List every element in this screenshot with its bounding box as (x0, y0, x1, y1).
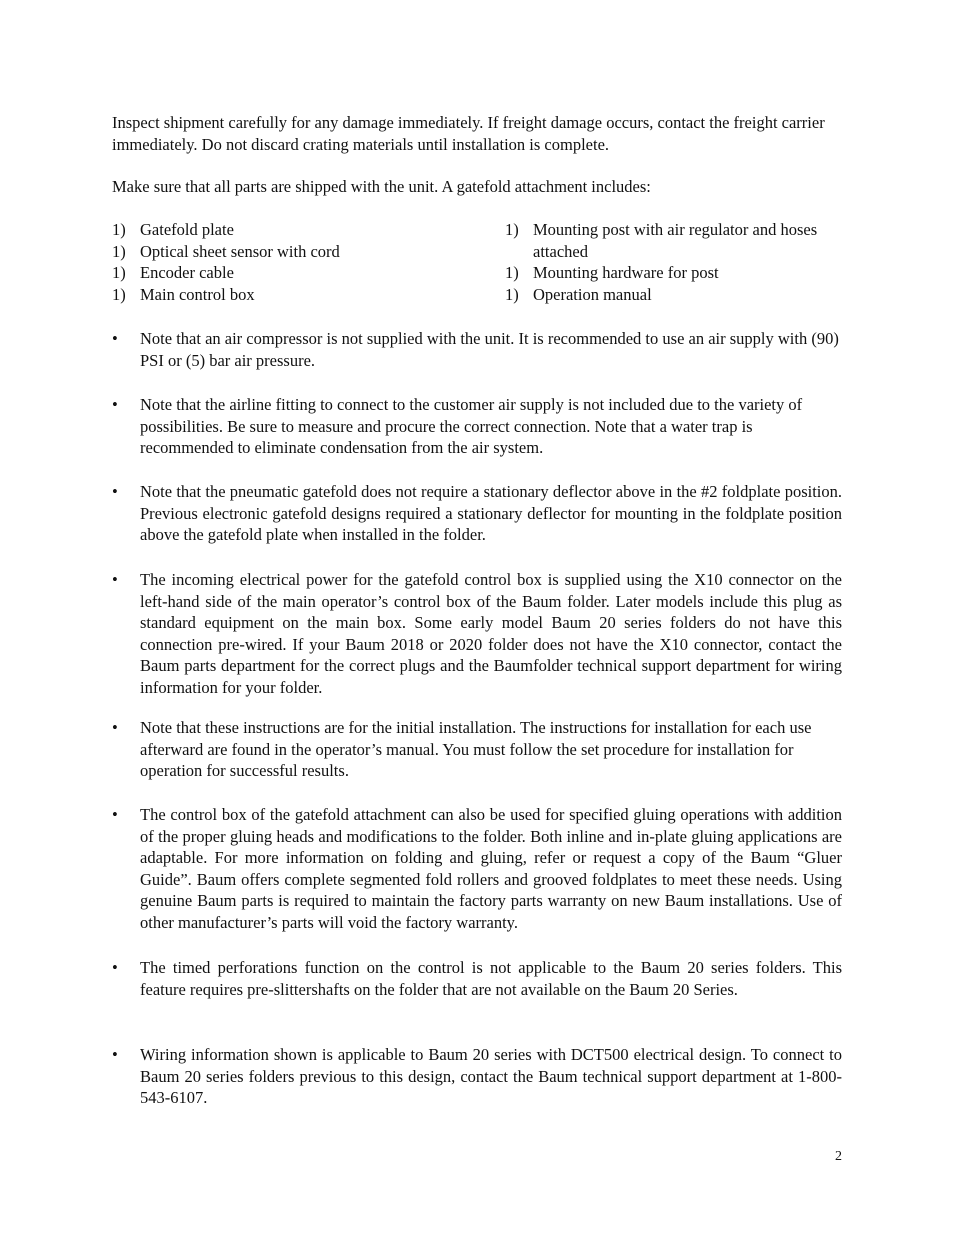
part-item: 1) Gatefold plate (112, 220, 234, 239)
bullet-icon: • (112, 958, 118, 977)
parts-list-left (112, 219, 482, 305)
note-wiring (112, 1044, 842, 1109)
note-text: The incoming electrical power for the gatefold control box is supplied using the X10 connector on the left-hand side of the main operator’s control box of the Baum folder. Later models include this plug as standard equipment on the main box. Some early model Baum 20 series folders do not have this connection pre-wired. If your Baum 2018 or 2020 folder does not have the X10 connector, contact the Baum parts department for the correct plugs and the Baumfolder technical support department for wiring information for your folder. (140, 570, 842, 697)
note-timed-perforations (112, 957, 842, 1000)
note-text: Note that the pneumatic gatefold does not require a stationary deflector above in the #2 foldplate position. Previous electronic gatefold designs required a stationary deflector for mounting in the foldplate position above the gatefold plate when installed in the folder. (140, 482, 842, 544)
note-text: The timed perforations function on the control is not applicable to the Baum 20 series folders. This feature requires pre-slittershafts on the folder that are not available on the Baum 20 Series. (140, 958, 842, 999)
note-deflector (112, 481, 842, 546)
part-item: 1) Mounting post with air regulator and hoses attached (505, 220, 818, 261)
bullet-icon: • (112, 1045, 118, 1064)
note-text: Wiring information shown is applicable to Baum 20 series with DCT500 electrical design. To connect to Baum 20 series folders previous to this design, contact the Baum technical support department at 1-800-543-6107. (140, 1045, 842, 1107)
bullet-icon: • (112, 805, 118, 824)
part-item: 1) Operation manual (505, 284, 652, 304)
note-text: Note that these instructions are for the initial installation. The instructions for installation for each use afterward are found in the operator’s manual. You must follow the set procedure for installation for operation for successful results. (140, 718, 812, 780)
note-text: Note that an air compressor is not supplied with the unit. It is recommended to use an air supply with (90) PSI or (5) bar air pressure. (140, 329, 839, 370)
page-number: 2 (835, 1149, 842, 1164)
part-item: 1) Encoder cable (112, 263, 234, 282)
note-air-compressor (112, 328, 842, 371)
note-text: Note that the airline fitting to connect to the customer air supply is not included due to the variety of possibilities. Be sure to measure and procure the correct connection. Note that a water trap is recommended to eliminate condensation from the air system. (140, 395, 803, 457)
bullet-icon: • (112, 482, 118, 501)
parts-lead-paragraph: Make sure that all parts are shipped with the unit. A gatefold attachment includes: (112, 177, 651, 196)
note-electrical-power (112, 569, 842, 698)
note-initial-installation (112, 717, 842, 782)
note-text: The control box of the gatefold attachment can also be used for specified gluing operations with addition of the proper gluing heads and modifications to the folder. Both inline and in-plate gluing applications are adaptable. For more information on folding and gluing, refer or request a copy of the Baum “Gluer Guide”. Baum offers complete segmented fold rollers and grooved foldplates to meet these needs. Using genuine Baum parts is required to maintain the factory parts warranty on new Baum installations. Use of other manufacturer’s parts will void the factory warranty. (140, 805, 842, 932)
bullet-icon: • (112, 395, 118, 414)
part-item: 1) Optical sheet sensor with cord (112, 241, 340, 261)
inspect-paragraph: Inspect shipment carefully for any damage immediately. If freight damage occurs, contact the freight carrier immediately. Do not discard crating materials until installation is complete. (112, 113, 825, 154)
note-airline-fitting (112, 394, 842, 459)
part-item: 1) Main control box (112, 284, 255, 304)
bullet-icon: • (112, 329, 118, 348)
part-item: 1) Mounting hardware for post (505, 263, 719, 282)
bullet-icon: • (112, 718, 118, 737)
parts-list-right (505, 219, 845, 305)
bullet-icon: • (112, 570, 118, 589)
note-gluing (112, 804, 842, 933)
